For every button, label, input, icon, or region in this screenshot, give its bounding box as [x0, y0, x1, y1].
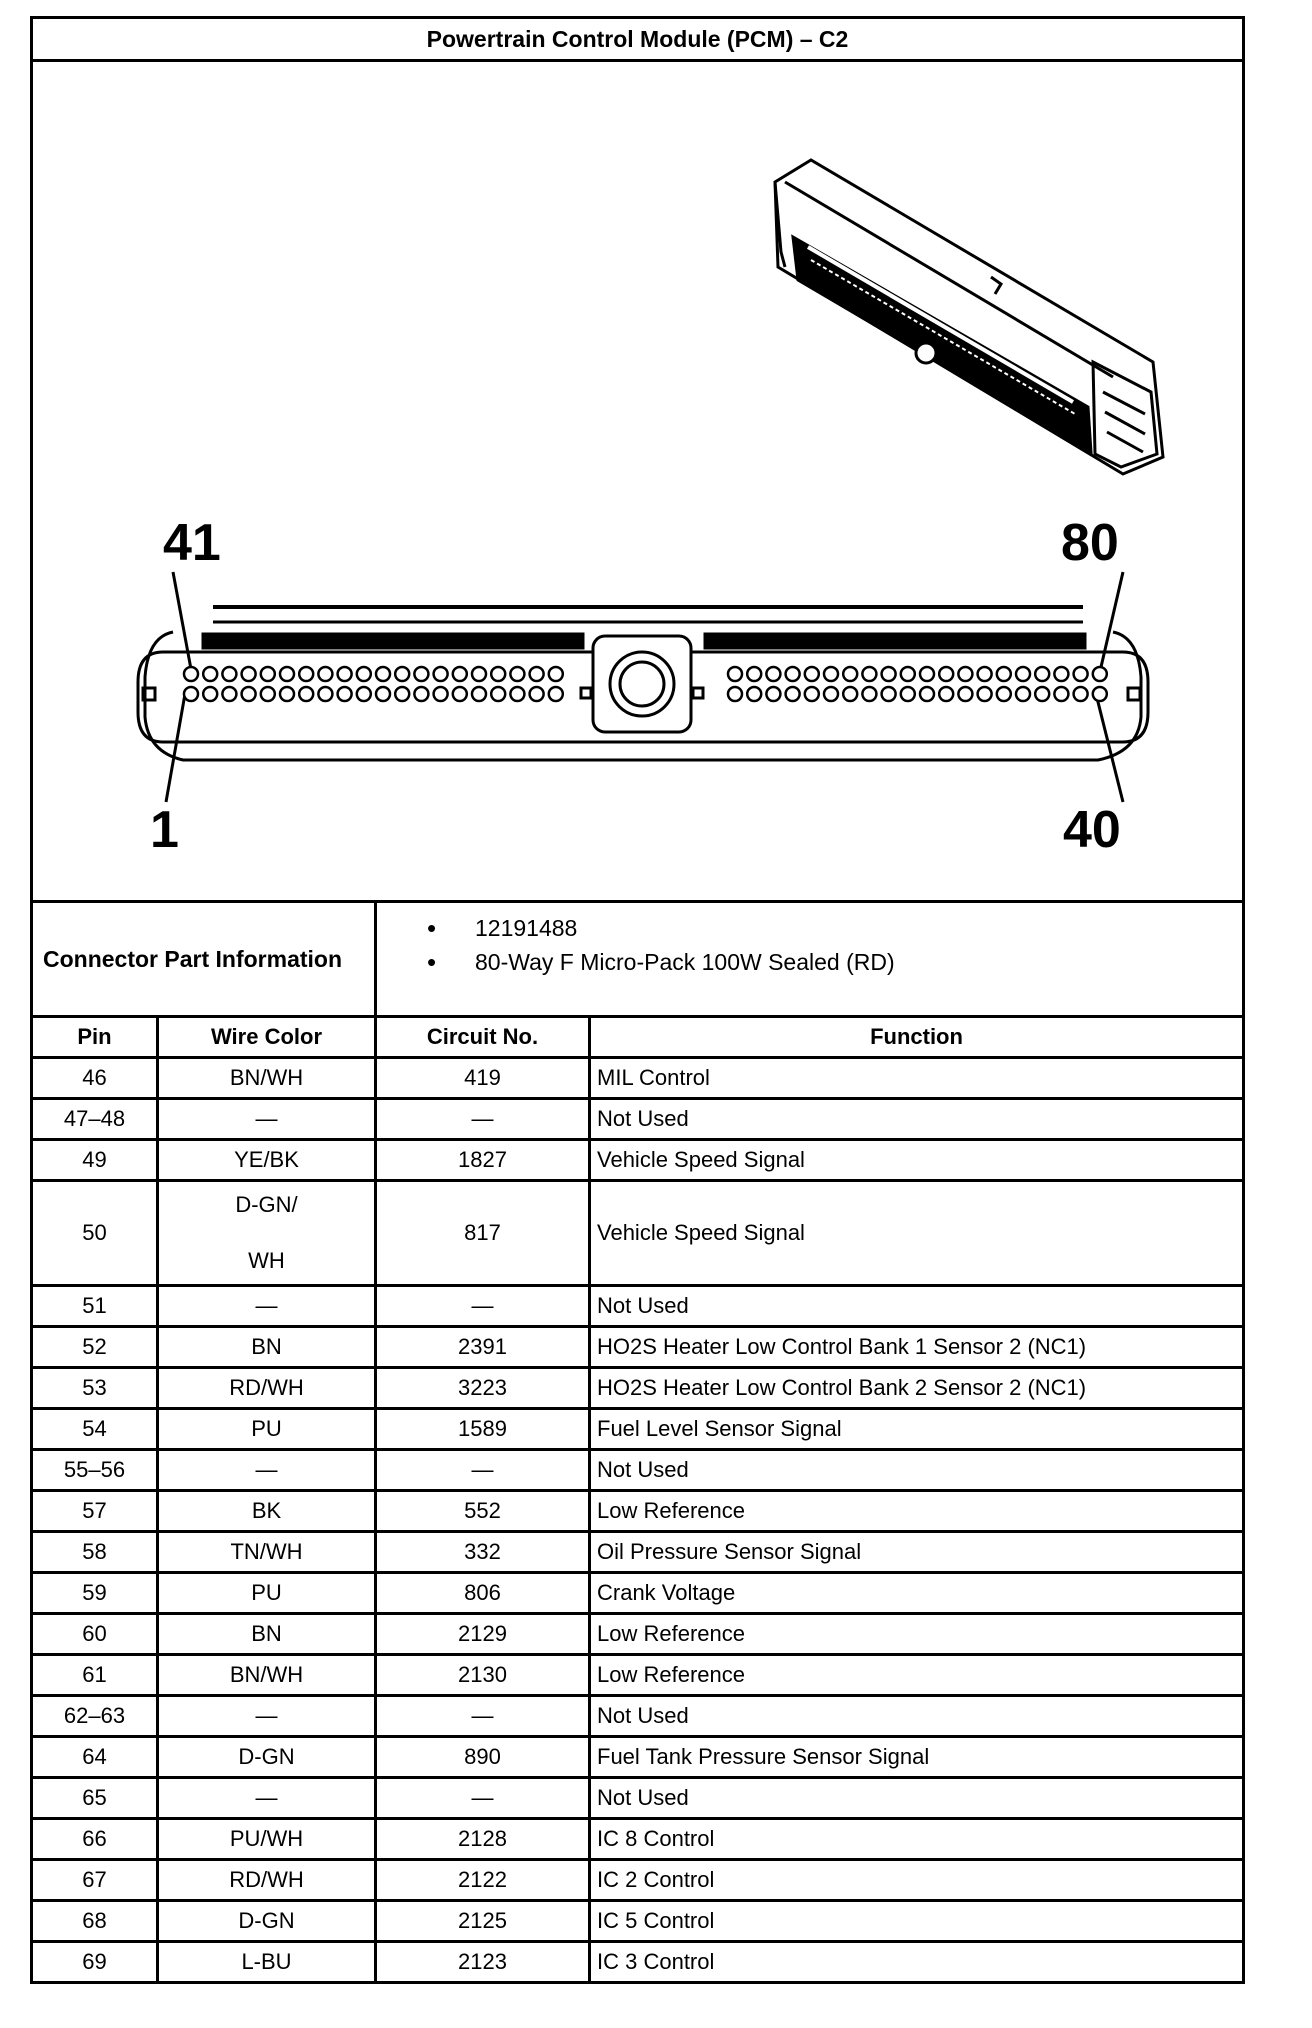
pin-cell: 52	[32, 1327, 158, 1368]
wire-color-cell: —	[158, 1099, 376, 1140]
pin-hole	[491, 667, 505, 681]
table-row	[32, 1655, 1244, 1696]
pin-hole	[318, 667, 332, 681]
pin-hole	[747, 687, 761, 701]
function-cell: Vehicle Speed Signal	[590, 1181, 1244, 1286]
pin-hole	[338, 687, 352, 701]
table-row	[32, 1058, 1244, 1099]
table-row	[32, 1099, 1244, 1140]
pin-hole	[1016, 667, 1030, 681]
pin-cell: 60	[32, 1614, 158, 1655]
function-cell: Fuel Tank Pressure Sensor Signal	[590, 1737, 1244, 1778]
function-cell: Fuel Level Sensor Signal	[590, 1409, 1244, 1450]
table-row	[32, 1491, 1244, 1532]
pin-hole	[901, 687, 915, 701]
table-header	[32, 1017, 1244, 1058]
pin-hole	[824, 687, 838, 701]
table-row	[32, 1737, 1244, 1778]
table-row	[32, 1286, 1244, 1327]
pin-cell: 53	[32, 1368, 158, 1409]
pin-hole	[472, 667, 486, 681]
pin-hole	[1093, 687, 1107, 701]
pin-cell: 47–48	[32, 1099, 158, 1140]
wire-color-cell	[158, 1181, 376, 1286]
pin-hole	[1054, 687, 1068, 701]
pin-cell: 54	[32, 1409, 158, 1450]
table-row	[32, 1942, 1244, 1983]
function-cell: Not Used	[590, 1099, 1244, 1140]
wire-color-cell: BN	[158, 1614, 376, 1655]
wire-color-cell: YE/BK	[158, 1140, 376, 1181]
circuit-cell: —	[376, 1778, 590, 1819]
pin-cell: 62–63	[32, 1696, 158, 1737]
pin-hole	[997, 667, 1011, 681]
table-row	[32, 1409, 1244, 1450]
pin-hole	[549, 687, 563, 701]
pin-hole	[261, 667, 275, 681]
pin-hole	[434, 687, 448, 701]
part-number: • 12191488	[427, 911, 1242, 945]
pin-hole	[882, 687, 896, 701]
circuit-cell: 1827	[376, 1140, 590, 1181]
wire-color-cell: TN/WH	[158, 1532, 376, 1573]
table-row	[32, 1819, 1244, 1860]
circuit-cell: 2125	[376, 1901, 590, 1942]
pin-hole	[395, 667, 409, 681]
pin-hole	[242, 667, 256, 681]
pin-cell: 69	[32, 1942, 158, 1983]
wire-color-cell: D-GN	[158, 1737, 376, 1778]
pin-label-80: 80	[1061, 514, 1119, 572]
pin-hole	[376, 687, 390, 701]
function-cell: Not Used	[590, 1778, 1244, 1819]
function-cell: MIL Control	[590, 1058, 1244, 1099]
pin-hole	[766, 667, 780, 681]
connector-part-info-label: Connector Part Information	[32, 902, 376, 1017]
circuit-cell: 332	[376, 1532, 590, 1573]
pin-cell: 65	[32, 1778, 158, 1819]
pin-hole	[222, 687, 236, 701]
wire-color-cell: RD/WH	[158, 1368, 376, 1409]
wire-color-cell: BN/WH	[158, 1655, 376, 1696]
table-row	[32, 1532, 1244, 1573]
table-row	[32, 1778, 1244, 1819]
header-pin: Pin	[32, 1017, 158, 1058]
circuit-cell: 419	[376, 1058, 590, 1099]
pin-hole	[958, 687, 972, 701]
pin-hole	[549, 667, 563, 681]
pin-hole	[862, 667, 876, 681]
circuit-cell: 552	[376, 1491, 590, 1532]
pin-cell: 66	[32, 1819, 158, 1860]
pin-label-41: 41	[163, 514, 221, 572]
pin-cell: 58	[32, 1532, 158, 1573]
pin-hole	[510, 687, 524, 701]
pin-hole	[453, 687, 467, 701]
pin-cell: 59	[32, 1573, 158, 1614]
table-row	[32, 1327, 1244, 1368]
table-row	[32, 1181, 1244, 1286]
function-cell: IC 8 Control	[590, 1819, 1244, 1860]
pin-hole	[843, 667, 857, 681]
wire-color-line-2: WH	[248, 1248, 285, 1273]
pin-hole	[901, 667, 915, 681]
pin-hole	[280, 667, 294, 681]
pin-hole	[843, 687, 857, 701]
table-row	[32, 1614, 1244, 1655]
wire-color-cell: BK	[158, 1491, 376, 1532]
connector-table	[30, 16, 1245, 1984]
function-cell: Low Reference	[590, 1655, 1244, 1696]
pin-cell: 67	[32, 1860, 158, 1901]
function-cell: Not Used	[590, 1450, 1244, 1491]
function-cell: Vehicle Speed Signal	[590, 1140, 1244, 1181]
function-cell: IC 5 Control	[590, 1901, 1244, 1942]
connector-description: • 80-Way F Micro-Pack 100W Sealed (RD)	[427, 945, 1242, 979]
pin-hole	[920, 687, 934, 701]
pin-hole	[338, 667, 352, 681]
circuit-cell: 2123	[376, 1942, 590, 1983]
table-row	[32, 1573, 1244, 1614]
pin-hole	[882, 667, 896, 681]
pin-hole	[805, 687, 819, 701]
table-row	[32, 1140, 1244, 1181]
table-row	[32, 1368, 1244, 1409]
pin-cell: 64	[32, 1737, 158, 1778]
pin-label-40: 40	[1063, 801, 1121, 859]
pin-hole	[357, 667, 371, 681]
pin-hole	[510, 667, 524, 681]
pin-hole	[222, 667, 236, 681]
pin-hole	[453, 667, 467, 681]
table-row	[32, 1696, 1244, 1737]
circuit-cell: 2122	[376, 1860, 590, 1901]
wire-color-cell: D-GN	[158, 1901, 376, 1942]
pin-hole	[299, 687, 313, 701]
connector-3d-icon	[775, 160, 1163, 474]
wire-color-cell: —	[158, 1778, 376, 1819]
function-cell: Low Reference	[590, 1491, 1244, 1532]
pcm-connector-sheet	[30, 16, 1242, 1984]
function-cell: IC 2 Control	[590, 1860, 1244, 1901]
pin-hole	[280, 687, 294, 701]
circuit-cell: 3223	[376, 1368, 590, 1409]
wire-color-cell: BN	[158, 1327, 376, 1368]
pin-hole	[939, 667, 953, 681]
pin-cell: 51	[32, 1286, 158, 1327]
pin-hole	[1035, 687, 1049, 701]
circuit-cell: 890	[376, 1737, 590, 1778]
pin-hole	[184, 687, 198, 701]
pin-hole	[242, 687, 256, 701]
pin-hole	[1054, 667, 1068, 681]
pin-hole	[1035, 667, 1049, 681]
pin-hole	[203, 687, 217, 701]
circuit-cell: —	[376, 1696, 590, 1737]
wire-color-cell: —	[158, 1450, 376, 1491]
pin-hole	[1074, 687, 1088, 701]
pin-hole	[728, 687, 742, 701]
circuit-cell: 1589	[376, 1409, 590, 1450]
pin-hole	[530, 667, 544, 681]
function-cell: Crank Voltage	[590, 1573, 1244, 1614]
function-cell: Oil Pressure Sensor Signal	[590, 1532, 1244, 1573]
circuit-cell: 2128	[376, 1819, 590, 1860]
pin-hole	[958, 667, 972, 681]
pin-hole	[530, 687, 544, 701]
pin-hole	[786, 687, 800, 701]
header-circuit: Circuit No.	[376, 1017, 590, 1058]
circuit-cell: 2391	[376, 1327, 590, 1368]
pin-hole	[414, 667, 428, 681]
connector-figure	[32, 61, 1244, 902]
function-cell: IC 3 Control	[590, 1942, 1244, 1983]
pin-hole	[747, 667, 761, 681]
circuit-cell: —	[376, 1450, 590, 1491]
pin-cell: 61	[32, 1655, 158, 1696]
pin-label-1: 1	[150, 801, 179, 859]
wire-color-line-1: D-GN/	[235, 1192, 298, 1217]
pin-cell: 49	[32, 1140, 158, 1181]
pin-hole	[786, 667, 800, 681]
pin-hole	[184, 667, 198, 681]
pin-hole	[472, 687, 486, 701]
circuit-cell: —	[376, 1099, 590, 1140]
pin-hole	[414, 687, 428, 701]
pin-hole	[978, 687, 992, 701]
circuit-cell: 817	[376, 1181, 590, 1286]
circuit-cell: 2130	[376, 1655, 590, 1696]
function-cell: Not Used	[590, 1286, 1244, 1327]
pin-hole	[1016, 687, 1030, 701]
pin-hole	[318, 687, 332, 701]
circuit-cell: 806	[376, 1573, 590, 1614]
wire-color-cell: PU	[158, 1409, 376, 1450]
pin-hole	[978, 667, 992, 681]
connector-part-info-list	[376, 902, 1244, 1017]
wire-color-cell: —	[158, 1696, 376, 1737]
pin-hole	[997, 687, 1011, 701]
pin-hole	[728, 667, 742, 681]
page-title: Powertrain Control Module (PCM) – C2	[32, 18, 1244, 61]
connector-diagram	[33, 62, 1239, 900]
table-row	[32, 1450, 1244, 1491]
pin-hole	[395, 687, 409, 701]
pin-hole	[1074, 667, 1088, 681]
pin-cell: 68	[32, 1901, 158, 1942]
pin-hole	[357, 687, 371, 701]
header-wire-color: Wire Color	[158, 1017, 376, 1058]
wire-color-cell: —	[158, 1286, 376, 1327]
table-row	[32, 1860, 1244, 1901]
pin-cell: 55–56	[32, 1450, 158, 1491]
wire-color-cell: L-BU	[158, 1942, 376, 1983]
wire-color-cell: PU/WH	[158, 1819, 376, 1860]
function-cell: Low Reference	[590, 1614, 1244, 1655]
pin-hole	[203, 667, 217, 681]
pin-cell: 57	[32, 1491, 158, 1532]
pin-hole	[376, 667, 390, 681]
pin-hole	[299, 667, 313, 681]
pin-hole	[1093, 667, 1107, 681]
circuit-cell: —	[376, 1286, 590, 1327]
pin-cell: 50	[32, 1181, 158, 1286]
pin-hole	[491, 687, 505, 701]
table-row	[32, 1901, 1244, 1942]
pin-hole	[862, 687, 876, 701]
function-cell: Not Used	[590, 1696, 1244, 1737]
pin-hole	[766, 687, 780, 701]
function-cell: HO2S Heater Low Control Bank 1 Sensor 2 (NC1)	[590, 1327, 1244, 1368]
pin-hole	[261, 687, 275, 701]
pin-hole	[939, 687, 953, 701]
pin-hole	[920, 667, 934, 681]
pin-hole	[805, 667, 819, 681]
pin-cell: 46	[32, 1058, 158, 1099]
header-function: Function	[590, 1017, 1244, 1058]
connector-face	[138, 607, 1148, 760]
circuit-cell: 2129	[376, 1614, 590, 1655]
wire-color-cell: BN/WH	[158, 1058, 376, 1099]
wire-color-cell: RD/WH	[158, 1860, 376, 1901]
pin-hole	[824, 667, 838, 681]
pin-hole	[434, 667, 448, 681]
function-cell: HO2S Heater Low Control Bank 2 Sensor 2 (NC1)	[590, 1368, 1244, 1409]
wire-color-cell: PU	[158, 1573, 376, 1614]
